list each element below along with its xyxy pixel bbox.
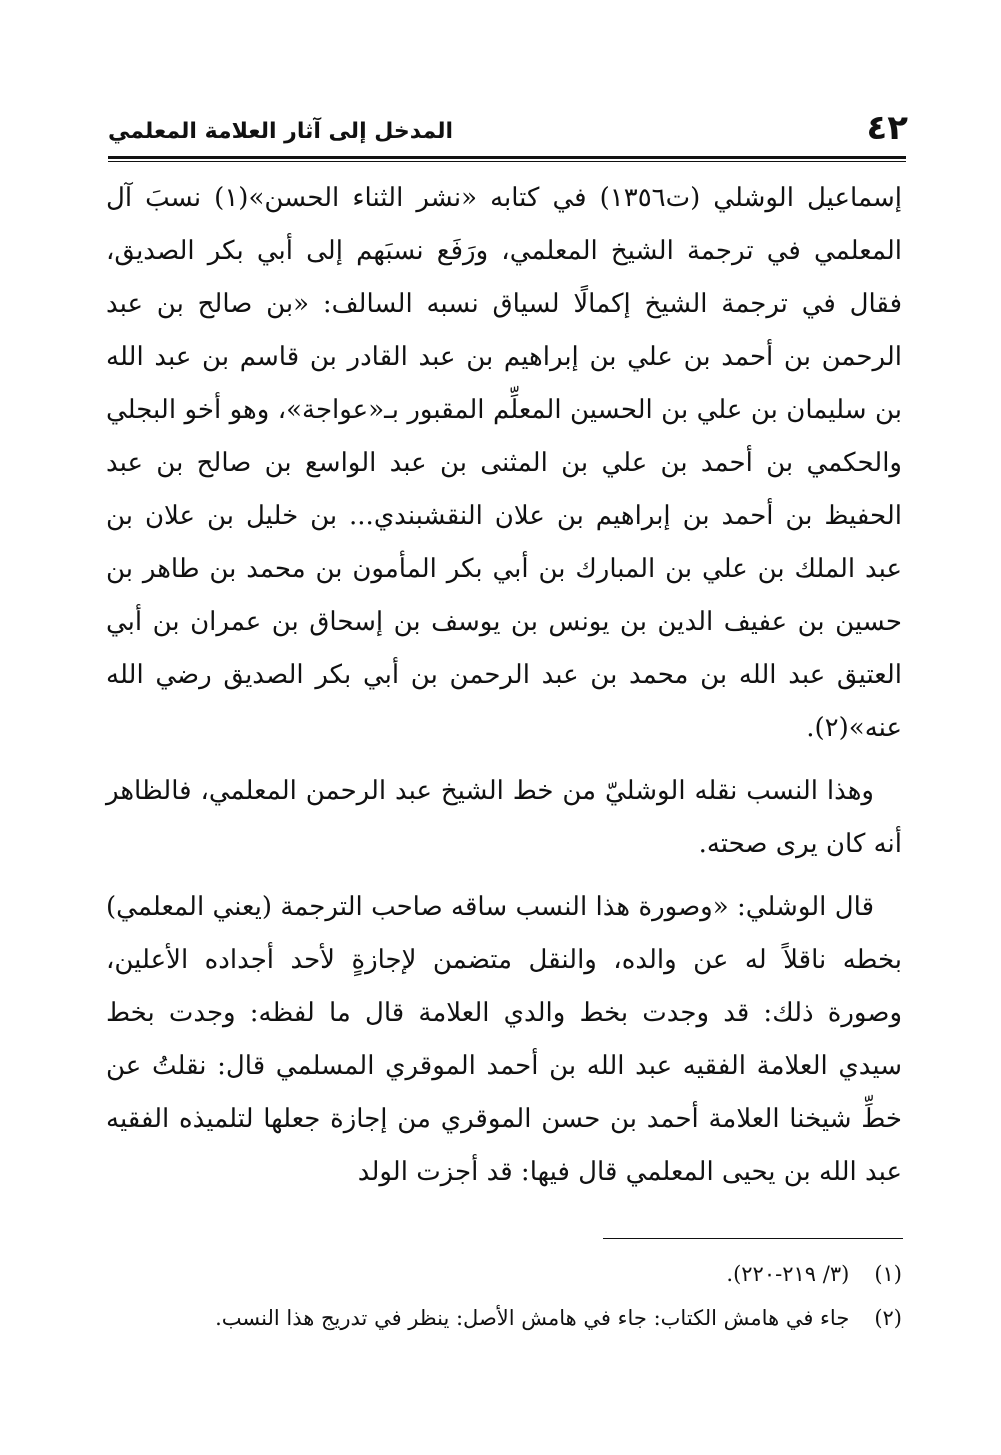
footnote-marker: (١) [874,1262,902,1286]
page-number: ٤٢ [866,108,908,148]
running-title: المدخل إلى آثار العلامة المعلمي [108,119,454,144]
paragraph-1: إسماعيل الوشلي (ت١٣٥٦) في كتابه «نشر الثناء الحسن»(١) نسبَ آل المعلمي في ترجمة الشيخ المعلمي، ورَفَع نسبَهم إلى أبي بكر الصديق، فقال في ترجمة الشيخ إكمالًا لسياق نسبه السالف: «بن صالح بن عبد الرحمن بن أحمد بن علي بن إبراهيم بن عبد القادر بن قاسم بن عبد الله بن سليمان بن علي بن الحسين المعلِّم المقبور بـ«عواجة»، وهو أخو البجلي والحكمي بن أحمد بن علي بن المثنى بن عبد الواسع بن صالح بن عبد الحفيظ بن أحمد بن إبراهيم بن علان النقشبندي... بن خليل بن علان بن عبد الملك بن علي بن المبارك بن أبي بكر المأمون بن محمد بن طاهر بن حسين بن عفيف الدين بن يونس بن يوسف بن إسحاق بن عمران بن أبي العتيق عبد الله بن محمد بن عبد الرحمن بن أبي بكر الصديق رضي الله عنه»(٢). [106,183,903,743]
footnote-separator [603,1238,903,1239]
footnote-2 [106,1296,902,1340]
footnote-marker: (٢) [874,1306,902,1330]
footnotes [106,1252,902,1340]
body-text [106,172,902,1199]
footnote-text: (٣/ ٢١٩-٢٢٠). [726,1262,850,1286]
footnote-text: جاء في هامش الكتاب: جاء في هامش الأصل: ينظر في تدريج هذا النسب. [215,1306,850,1330]
paragraph-3: قال الوشلي: «وصورة هذا النسب ساقه صاحب الترجمة (يعني المعلمي) بخطه ناقلاً له عن والده، والنقل متضمن لإجازةٍ لأحد أجداده الأعلين، وصورة ذلك: قد وجدت بخط والدي العلامة قال ما لفظه: وجدت بخط سيدي العلامة الفقيه عبد الله بن أحمد الموقري المسلمي قال: نقلتُ عن خطِّ شيخنا العلامة أحمد بن حسن الموقري من إجازة جعلها لتلميذه الفقيه عبد الله بن يحيى المعلمي قال فيها: قد أجزت الولد [106,892,902,1187]
paragraph-2: وهذا النسب نقله الوشليّ من خط الشيخ عبد الرحمن المعلمي، فالظاهر أنه كان يرى صحته. [106,776,902,859]
footnote-1 [106,1252,902,1296]
page-header [108,108,908,152]
header-rule [108,156,906,162]
